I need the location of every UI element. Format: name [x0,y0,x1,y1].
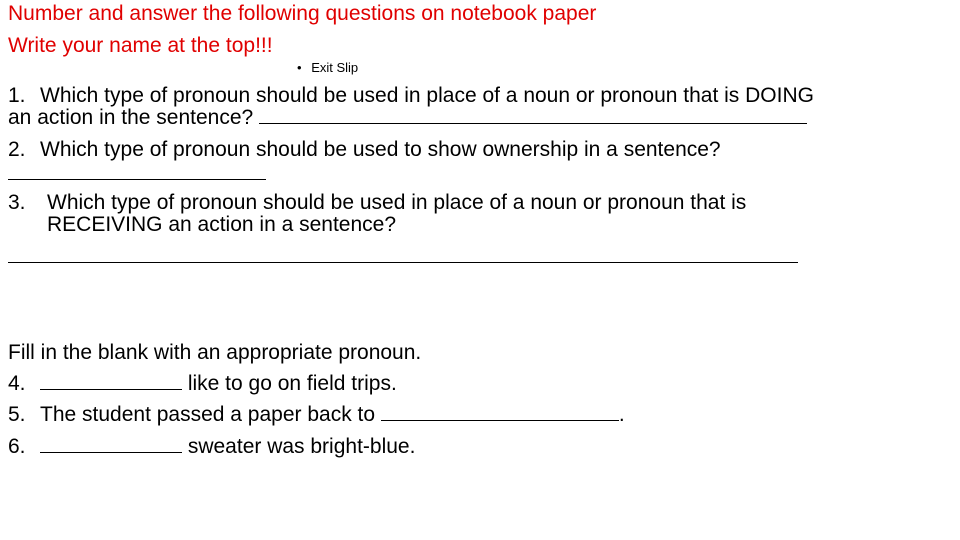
fill-in-item-5 [8,399,625,430]
question-number: 2. [8,138,26,161]
item-text: The student passed a paper back to [40,403,381,426]
answer-blank [8,261,798,263]
bullet-icon: • [297,60,302,75]
answer-blank [381,419,619,421]
fill-in-instruction: Fill in the blank with an appropriate pronoun. [8,341,422,364]
answer-blank [259,122,807,124]
exit-slip-text: Exit Slip [311,60,359,75]
question-text: Which type of pronoun should be used to show ownership in a sentence? [40,138,721,161]
name-instruction: Write your name at the top!!! [8,34,273,57]
question-text: Which type of pronoun should be used in place of a noun or pronoun that is DOING [40,84,814,107]
question-text: Which type of pronoun should be used in place of a noun or pronoun that is [47,191,747,214]
item-number: 4. [8,372,26,395]
question-3 [8,192,746,214]
question-number: 1. [8,84,26,107]
question-2-answer-line [8,163,266,185]
fill-in-item-4 [8,368,397,399]
item-text: sweater was bright-blue. [182,435,416,458]
instruction-heading: Number and answer the following questions on notebook paper [8,2,597,25]
question-number: 3. [8,191,26,214]
question-1 [8,85,814,107]
exit-slip-label [297,60,358,76]
question-text: an action in the sentence? [8,106,254,129]
question-1-continued [8,107,807,129]
item-number: 6. [8,435,26,458]
item-punctuation: . [618,403,625,426]
answer-blank [8,178,266,180]
item-text: like to go on field trips. [182,372,397,395]
item-number: 5. [8,403,26,426]
question-2 [8,139,721,161]
question-3-answer-line [8,246,798,268]
question-3-continued: RECEIVING an action in a sentence? [47,213,397,236]
answer-blank [40,451,182,453]
answer-blank [40,388,182,390]
fill-in-item-6 [8,431,415,462]
